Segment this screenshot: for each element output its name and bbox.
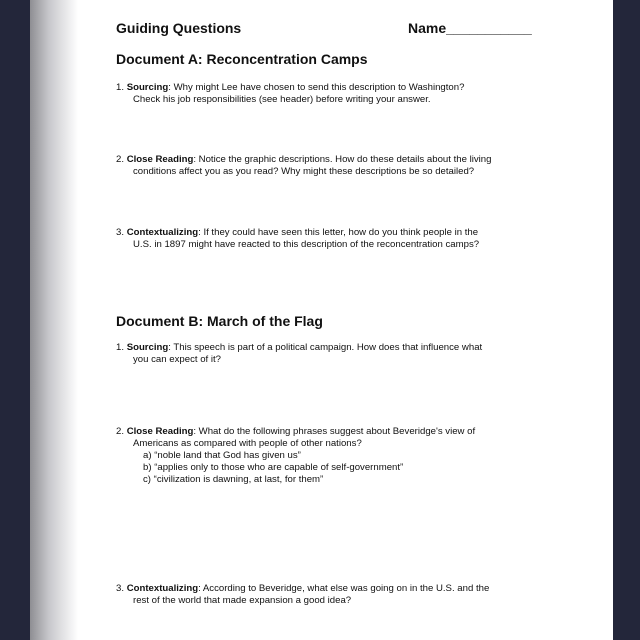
doc-a-question-3: 3. Contextualizing: If they could have seen this letter, how do you think people in the U.S. in 1897 might have reacted to this description of the reconcentration camps?	[116, 227, 480, 250]
doc-b-question-3: 3. Contextualizing: According to Beveridge, what else was going on in the U.S. and the rest of the world that made expansion a good idea?	[116, 583, 490, 606]
phrase-b: b) “applies only to those who are capable of self-government”	[143, 462, 404, 473]
page-shadow	[30, 0, 78, 640]
phrase-c: c) “civilization is dawning, at last, for them”	[143, 474, 324, 485]
name-field-label: Name___________	[408, 20, 532, 36]
doc-b-question-2: 2. Close Reading: What do the following phrases suggest about Beveridge's view of Americans as compared with people of other nations? a) “noble land that God has given us” b) “applies only to those who are capable of self-government” c) “civilization is dawning, at last, for them”	[116, 426, 476, 485]
document-a-heading: Document A: Reconcentration Camps	[116, 51, 368, 67]
doc-a-question-2: 2. Close Reading: Notice the graphic descriptions. How do these details about the living conditions affect you as you read? Why might these descriptions be so detailed?	[116, 154, 492, 177]
doc-b-question-1: 1. Sourcing: This speech is part of a political campaign. How does that influence what you can expect of it?	[116, 342, 483, 365]
document-b-heading: Document B: March of the Flag	[116, 313, 323, 329]
phrase-a: a) “noble land that God has given us”	[143, 450, 301, 461]
page-title: Guiding Questions	[116, 20, 242, 36]
doc-a-question-1: 1. Sourcing: Why might Lee have chosen to send this description to Washington? Check his job responsibilities (see header) before writing your answer.	[116, 82, 465, 105]
